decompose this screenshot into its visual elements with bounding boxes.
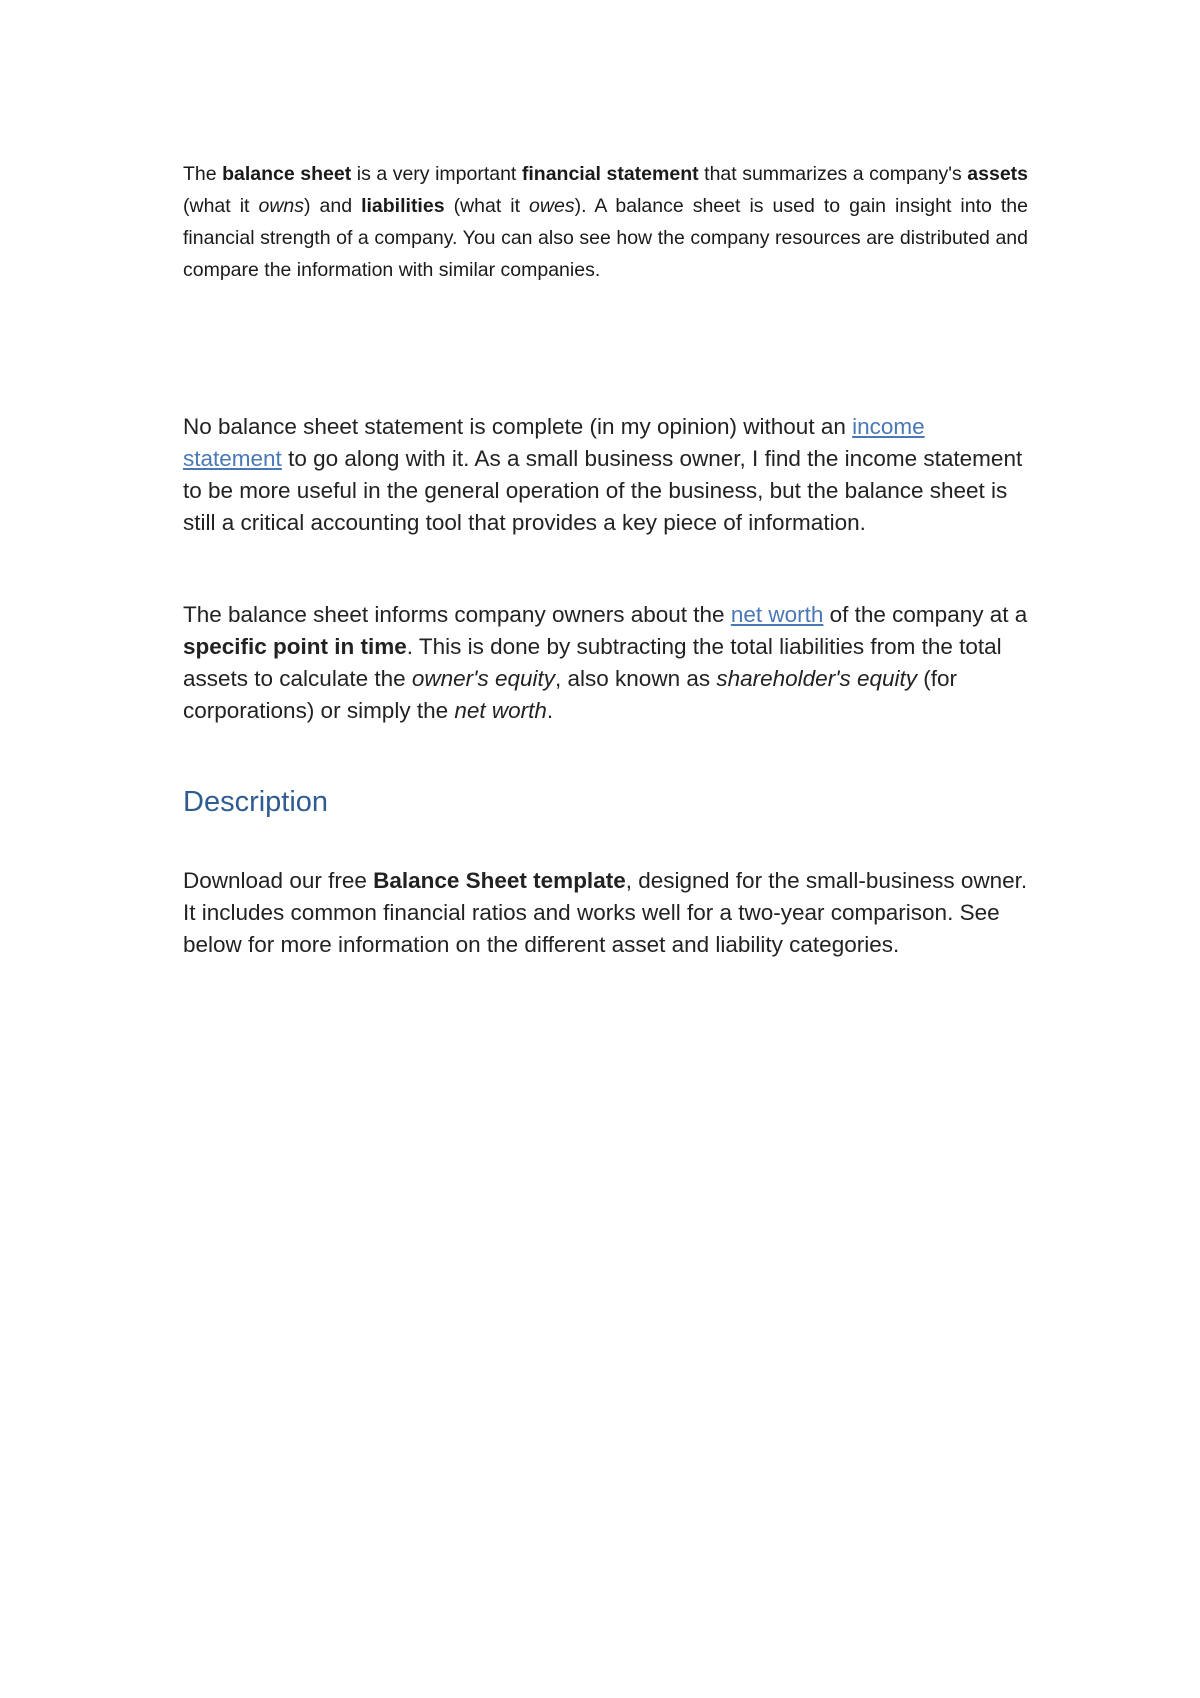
intro-text-2: is a very important <box>351 163 522 185</box>
p4-text-2: , designed for the small-business owner. It includes common financial ratios and works well for a two-year comparison. See below for more information on the different asset and liability categories. <box>183 868 1028 957</box>
p3-text-3: . This is done by subtracting the total liabilities from the total assets to calculate the <box>183 634 1002 691</box>
intro-text-5: ) and <box>304 195 362 217</box>
income-statement-link[interactable]: income statement <box>183 414 925 471</box>
intro-text-7: ). A balance sheet is used to gain insight into the financial strength of a company. You can also see how the company resources are distributed and compare the information with similar companies. <box>183 195 1028 281</box>
p3-text-1: The balance sheet informs company owners about the <box>183 602 731 627</box>
term-financial-statement: financial statement <box>521 163 699 185</box>
income-statement-paragraph <box>183 411 1028 539</box>
term-assets: assets <box>967 163 1029 185</box>
intro-text-4: (what it <box>183 195 259 217</box>
term-liabilities: liabilities <box>361 195 445 217</box>
p3-text-6: . <box>546 698 554 723</box>
net-worth-paragraph <box>183 599 1028 727</box>
term-owns: owns <box>258 195 305 217</box>
p2-text-1: No balance sheet statement is complete (in my opinion) without an <box>183 414 853 439</box>
term-net-worth: net worth <box>454 698 547 723</box>
term-specific-point-in-time: specific point in time <box>183 634 407 659</box>
term-balance-sheet: balance sheet <box>222 163 352 185</box>
p2-text-2: to go along with it. As a small business owner, I find the income statement to be more useful in the general operation of the business, but the balance sheet is still a critical accounting tool that provides a key piece of information. <box>183 446 1023 535</box>
description-paragraph <box>183 865 1028 961</box>
p3-text-4: , also known as <box>555 666 717 691</box>
term-balance-sheet-template: Balance Sheet template <box>373 868 626 893</box>
intro-text-3: that summarizes a company's <box>698 163 968 185</box>
intro-text-6: (what it <box>444 195 530 217</box>
description-heading: Description <box>183 786 329 818</box>
term-owners-equity: owner's equity <box>411 666 556 691</box>
net-worth-link[interactable]: net worth <box>730 602 824 627</box>
p4-text-1: Download our free <box>183 868 374 893</box>
intro-paragraph <box>183 158 1028 286</box>
term-shareholders-equity: shareholder's equity <box>716 666 918 691</box>
intro-text-1: The <box>183 163 223 185</box>
p3-text-5: (for corporations) or simply the <box>183 666 958 723</box>
term-owes: owes <box>529 195 575 217</box>
p3-text-2: of the company at a <box>823 602 1028 627</box>
